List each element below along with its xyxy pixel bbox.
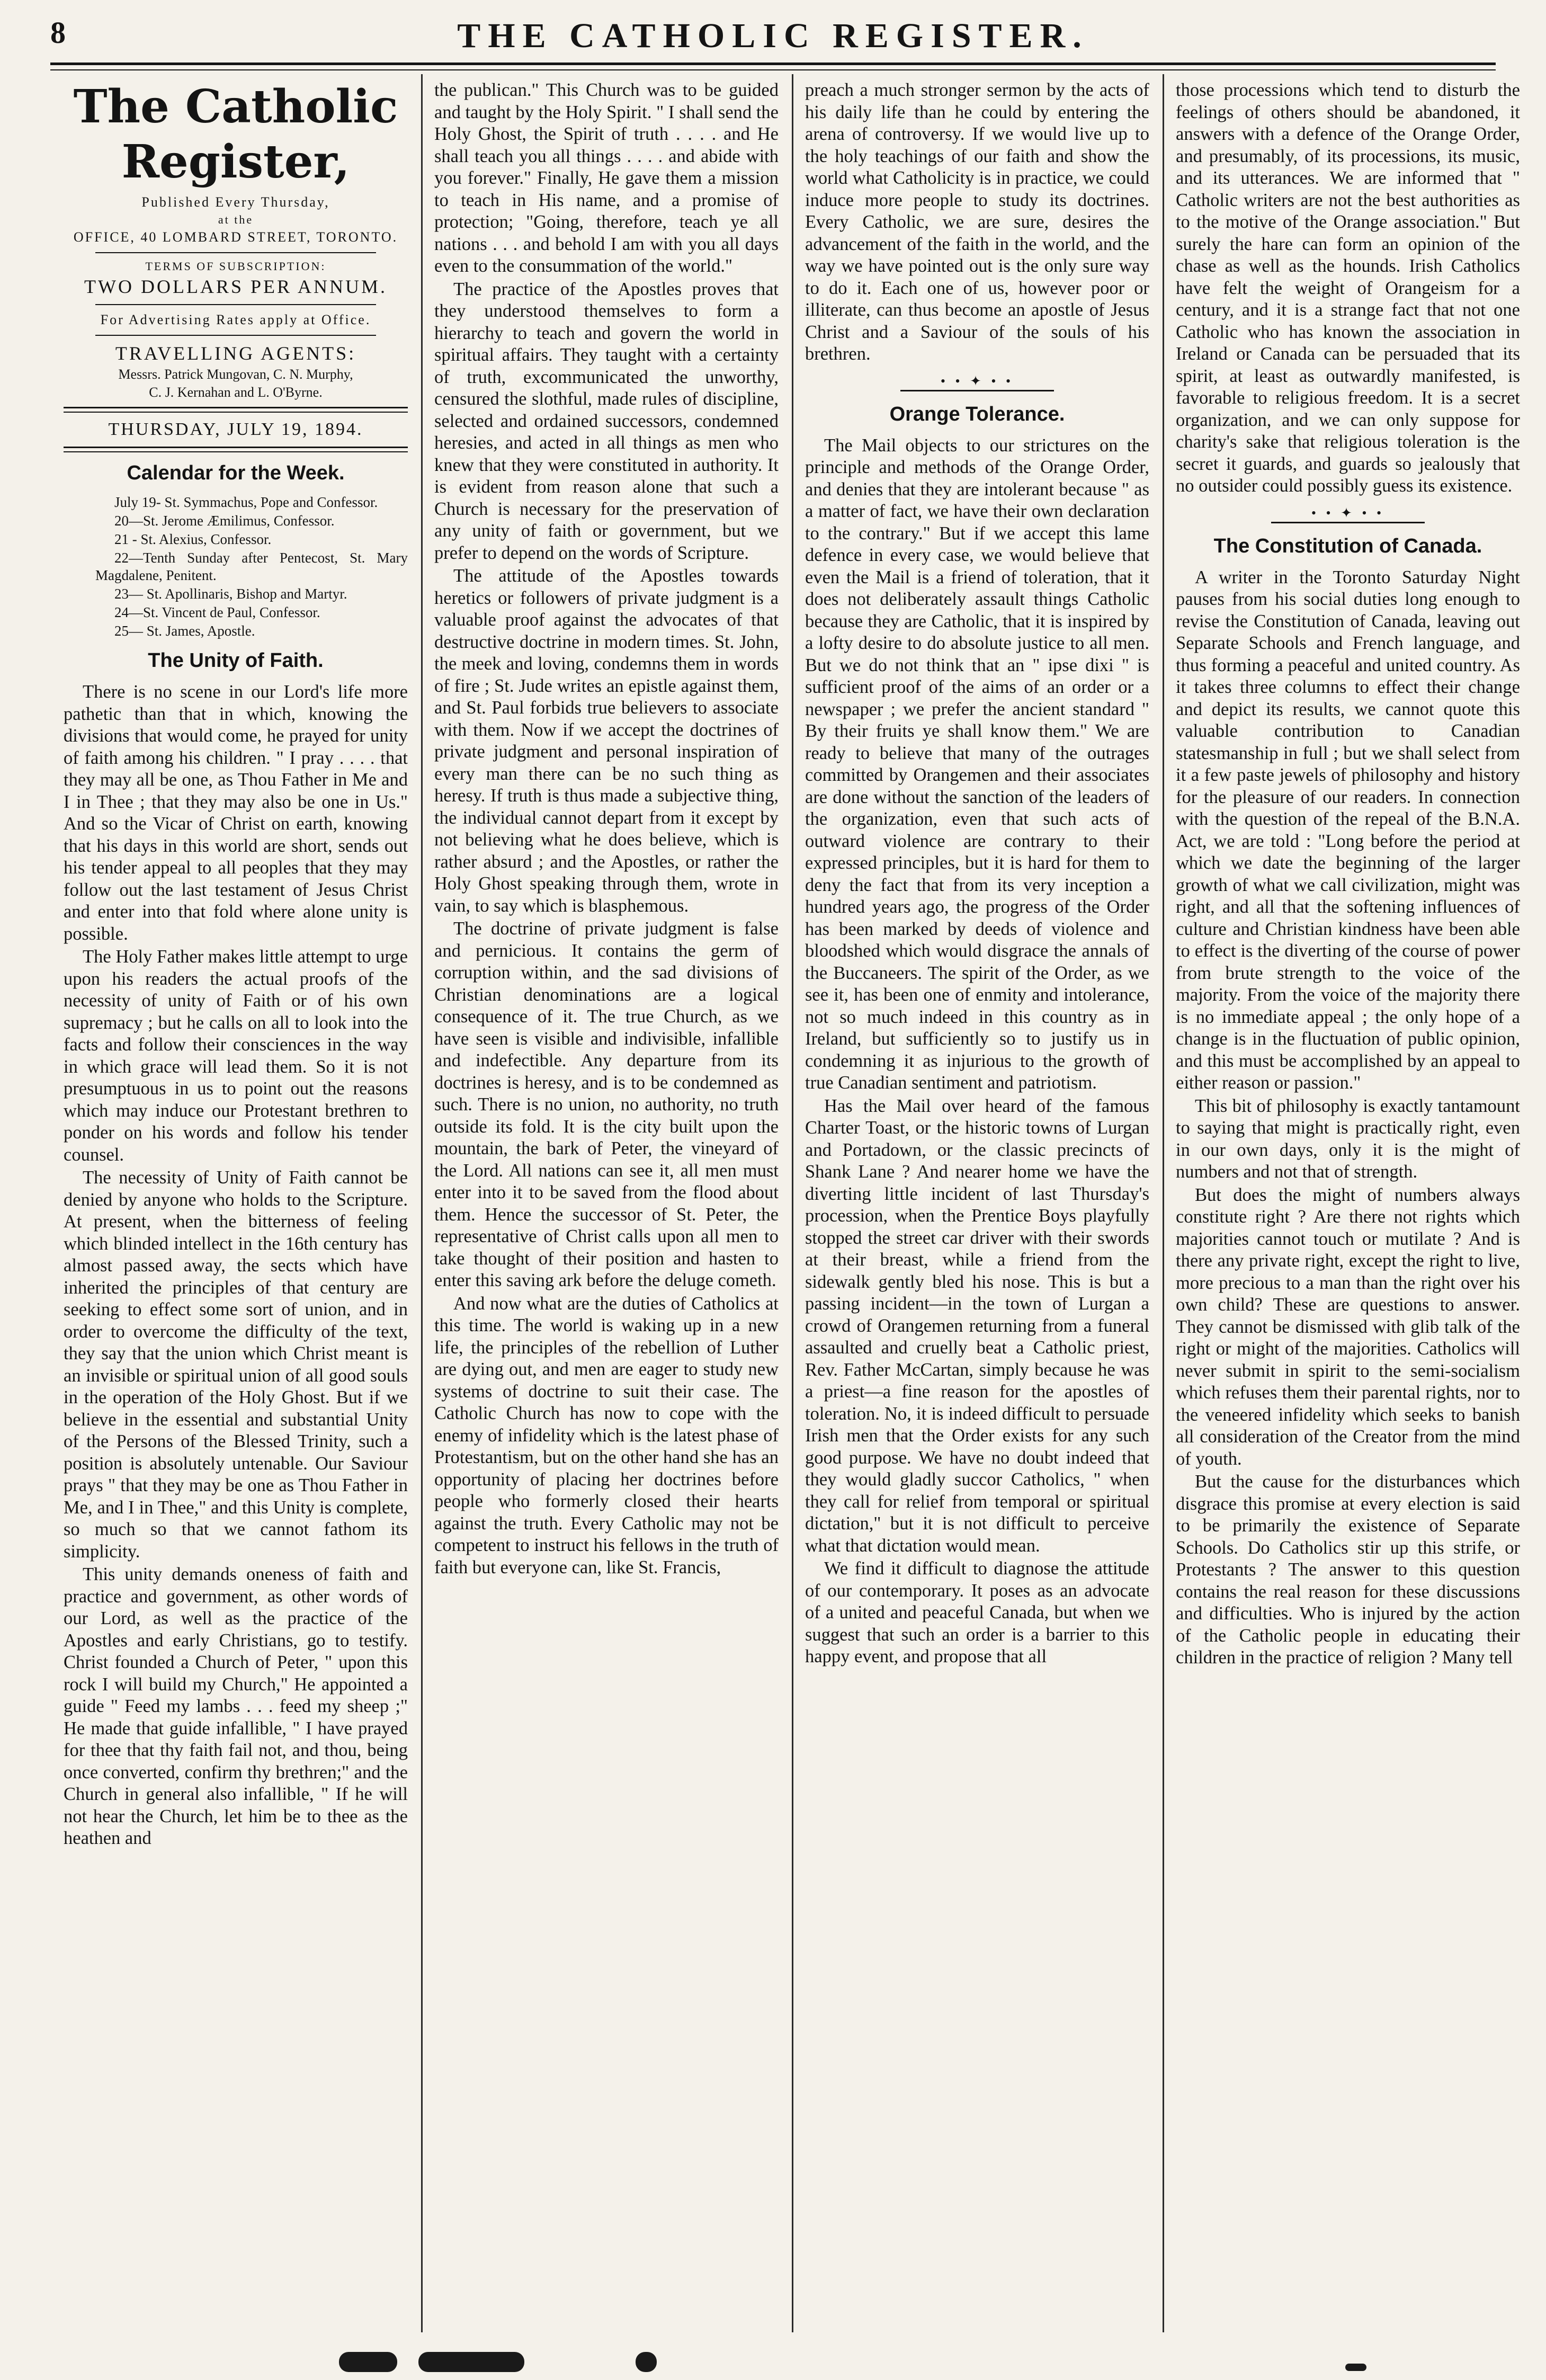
calendar-item: July 19- St. Symmachus, Pope and Confessor. — [114, 494, 378, 510]
article-paragraph: The doctrine of private judgment is false and pernicious. It contains the germ of corruption within, and the sad divisions of Christian denominations are a logical consequence of it. The true Church, as we have seen is visible and indivisible, infallible and indefectible. Any departure from its doctrines is heresy, and is to be condemned as such. There is no union, no authority, no truth outside its fold. It is the city built upon the mountain, the bark of Peter, the vineyard of the Lord. All nations can see it, all men must enter into it to be saved from the flood about them. Hence the successor of St. Peter, the representative of Christ calls upon all men to take thought of their position and hasten to enter this saving ark before the deluge cometh. — [434, 919, 779, 1290]
masthead-published: Published Every Thursday, — [141, 194, 330, 210]
section-ornament: • • ✦ • • — [940, 373, 1014, 389]
masthead-rule — [95, 304, 376, 305]
masthead-title: The Catholic Register, — [73, 80, 398, 189]
article-paragraph: A writer in the Toronto Saturday Night pauses from his social duties long enough to revise the Constitution of Canada, leaving out Separate Schools and French language, and thus forming a peaceful and united country. As it takes three columns to effect their change and depict its results, we cannot quote this valuable contribution to Canadian statesmanship in full ; but we shall select from it a few paste jewels of philosophy and history for the pleasure of our readers. In connection with the question of the repeal of the B.N.A. Act, we are told : "Long before the period at which we date the beginning of the larger growth of what we call civilization, might was right, and all that the softening influences of culture and Christian kindness have been able to effect is the diverting of the course of power from brute strength to the voice of the majority. From the voice of the majority there is no immediate appeal ; the only hope of a change is in the fluctuation of public opinion, and this must be accomplished by an appeal to either reason or passion." — [1176, 567, 1520, 1093]
issue-date: THURSDAY, JULY 19, 1894. — [108, 420, 363, 439]
article-paragraph: preach a much stronger sermon by the acts of his daily life than he could by entering the arena of controversy. If we would live up to the holy teachings of our faith and show the world what Catholicity is in practice, we could induce more people to study its doctrines. Every Catholic, we are sure, desires the advancement of the faith in the world, and the way we have pointed out is the only sure way to do it. Each one of us, however poor or illiterate, can thus become an apostle of Jesus Christ and a Saviour of the souls of his brethren. — [805, 80, 1149, 364]
print-mark — [636, 2352, 657, 2372]
column-rule — [792, 74, 793, 2332]
header-rule — [50, 63, 1496, 70]
terms-label: TERMS OF SUBSCRIPTION: — [145, 260, 326, 273]
calendar-item: 25— St. James, Apostle. — [114, 623, 255, 639]
masthead-rule — [95, 335, 376, 336]
masthead-rule — [95, 252, 376, 253]
section-rule — [900, 390, 1054, 391]
masthead-at-the: at the — [218, 213, 254, 226]
section-rule — [1271, 522, 1425, 523]
article-paragraph: And now what are the duties of Catholics at this time. The world is waking up in a new life, the principles of the rebellion of Luther are dying out, and men are eager to study new systems of doctrine to suit their case. The Catholic Church has now to cope with the enemy of infidelity which is the latest phase of Protestantism, but on the other hand she has an opportunity of placing her doctrines before people who formerly closed their hearts against the truth. Every Catholic may not be competent to instruct his fellows in the truth of faith but everyone can, like St. Francis, — [434, 1293, 779, 1577]
article-paragraph: The practice of the Apostles proves that they understood themselves to form a hierarchy to teach and govern the world in spiritual affairs. They taught with a certainty of truth, excommunicated the unworthy, censured the slothful, made rules of discipline, selected and ordained successors, condemned heresies, and acted in all things as men who knew that they were constituted in authority. It is evident from reason alone that such a Church is necessary for the preservation of any unity of faith or government, but we prefer to depend on the words of Scripture. — [434, 279, 779, 563]
article-paragraph: But does the might of numbers always constitute right ? Are there not rights which majorities cannot touch or mutilate ? And is there any private right, except the right to live, more precious to a man than the right over his own child? These are questions to answer. They cannot be dismissed with glib talk of the right or might of the majorities. Catholics will never submit in spirit to the semi-socialism which refuses them their parental rights, nor to the veneered infidelity which seeks to banish all consideration of the Creator from the mind of youth. — [1176, 1184, 1520, 1469]
advertising-note: For Advertising Rates apply at Office. — [100, 312, 371, 327]
agents-line: C. J. Kernahan and L. O'Byrne. — [149, 385, 323, 400]
calendar-item: 20—St. Jerome Æmilimus, Confessor. — [114, 513, 335, 529]
article-paragraph: those processions which tend to disturb the feelings of others should be abandoned, it answers with a defence of the Orange Order, and presumably, of its processions, its music, and its utterances. We are informed that " Catholic writers are not the best authorities as to the motive of the Orange association." But surely the hare can form an opinion of the chase as well as the hounds. Irish Catholics have felt the weight of Orangeism for a century, and it is a strange fact that not one Catholic who has known the association in Ireland or Canada can be persuaded that its spirit, at least as outwardly manifested, is favorable to religious freedom. It is a secret organization, and we can only suppose for charity's sake that religious toleration is the secret it guards, and guards so jealously that no outsider could possibly guess its existence. — [1176, 80, 1520, 496]
article-paragraph: This bit of philosophy is exactly tantamount to saying that might is practically right, even in our own days, only it is the might of numbers and not that of strength. — [1176, 1095, 1520, 1182]
calendar-item: 23— St. Apollinaris, Bishop and Martyr. — [114, 586, 347, 602]
article-heading-unity: The Unity of Faith. — [148, 649, 324, 672]
masthead-rule — [64, 447, 408, 452]
calendar-heading: Calendar for the Week. — [127, 462, 345, 484]
calendar-item: 22—Tenth Sunday after Pentecost, St. Mary Magdalene, Penitent. — [95, 550, 408, 583]
article-paragraph: There is no scene in our Lord's life more pathetic than that in which, knowing the divisions that would come, he prayed for unity of faith among his children. " I pray . . . . that they may all be one, as Thou Father in Me and I in Thee ; that they may also be one in Us." And so the Vicar of Christ on earth, knowing that his days in this world are short, sends out his tender appeal to all peoples that they may follow out the last testament of Jesus Christ and enter into that fold where alone unity is possible. — [64, 682, 408, 944]
masthead-rule — [64, 407, 408, 413]
agents-label: TRAVELLING AGENTS: — [115, 343, 356, 364]
article-paragraph: We find it difficult to diagnose the attitude of our contemporary. It poses as an advocate of a united and peaceful Canada, but when we suggest that such an order is a barrier to this happy event, and propose that all — [805, 1558, 1149, 1666]
terms-value: TWO DOLLARS PER ANNUM. — [84, 276, 387, 297]
masthead-office: OFFICE, 40 LOMBARD STREET, TORONTO. — [73, 229, 398, 245]
print-mark — [1345, 2364, 1366, 2371]
bottom-strip — [0, 2344, 1546, 2380]
section-ornament: • • ✦ • • — [1311, 505, 1385, 521]
article-paragraph: The necessity of Unity of Faith cannot be denied by anyone who holds to the Scripture. At present, when the bitterness of feeling which blinded intellect in the 16th century has almost passed away, the sects which have inherited the principles of that century are seeking to effect some sort of union, and in order to overcome the difficulty of the text, they say that the union which Christ meant is an invisible or spiritual union of all good souls in the operation of the Holy Ghost. But if we believe in the essential and substantial Unity of the Persons of the Blessed Trinity, such a position is absolutely untenable. Our Saviour prays " that they may be one as Thou Father in Me, and I in Thee," and this Unity is complete, so much so that we cannot fathom its simplicity. — [64, 1167, 408, 1562]
article-paragraph: The Mail objects to our strictures on the principle and methods of the Orange Order, and denies that they are intolerant because " as a matter of fact, we have their own declaration to the contrary." But if we accept this lame defence in every case, we would believe that even the Mail is a friend of toleration, that it does not deliberately assault things Catholic because they are Catholic, that it is inspired by a lofty desire to do absolute justice to all men. But we do not think that an " ipse dixi " is sufficient proof of the aims of an order or a newspaper ; we prefer the ancient standard " By their fruits ye shall know them." We are ready to believe that many of the outrages committed by Orangemen and their associates are done without the sanction of the leaders of the organization, even that such acts of outward violence are contrary to their expressed principles, but it is hard for them to deny the fact that from its very inception a hundred years ago, the progress of the Order has been marked by deeds of violence and bloodshed which would disgrace the annals of the Buccaneers. The spirit of the Order, as we see it, has been one of enmity and intolerance, not so much indeed in this country as in Ireland, but sufficiently so to justify us in condemning it as injurious to the growth of true Canadian sentiment and patriotism. — [805, 435, 1149, 1093]
article-paragraph: The attitude of the Apostles towards heretics or followers of private judgment is a valuable proof against the advocates of that destructive doctrine in modern times. St. John, the meek and loving, condemns them in words of fire ; St. Jude writes an epistle against them, and St. Paul forbids true believers to associate with them. Now if we accept the doctrines of private judgment and personal inspiration of every man there can be no such thing as heresy. If truth is thus made a subjective thing, the individual cannot depart from it except by not believing what he does believe, which is rather absurd ; and the Apostles, or rather the Holy Ghost speaking through them, wrote in vain, to say which is blasphemous. — [434, 566, 779, 916]
column-4 — [1176, 79, 1520, 2332]
column-rule — [421, 74, 423, 2332]
column-3 — [805, 79, 1149, 2332]
calendar-item: 21 - St. Alexius, Confessor. — [114, 531, 272, 547]
article-heading-orange: Orange Tolerance. — [889, 403, 1065, 425]
column-2 — [434, 79, 779, 2332]
print-mark — [418, 2352, 524, 2372]
column-1 — [64, 79, 408, 2332]
article-heading-constitution: The Constitution of Canada. — [1213, 534, 1482, 557]
article-paragraph: This unity demands oneness of faith and practice and government, as other words of our Lord, as well as the practice of the Apostles and early Christians, go to testify. Christ founded a Church of Peter, " upon this rock I will build my Church," He appointed a guide " Feed my lambs . . . feed my sheep ;" He made that guide infallible, " I have prayed for thee that thy faith fail not, and thou, being once converted, confirm thy brethren;" and the Church in general also infallible, " If he will not hear the Church, let him be to thee as the heathen and — [64, 1564, 408, 1848]
article-paragraph: But the cause for the disturbances which disgrace this promise at every election is said to be primarily the existence of Separate Schools. Do Catholics stir up this strife, or Protestants ? The answer to this question contains the real reason for these discussions and difficulties. Who is injured by the action of the Catholic people in educating their children in the practice of religion ? Many tell — [1176, 1472, 1520, 1668]
print-mark — [339, 2352, 397, 2372]
column-rule — [1163, 74, 1164, 2332]
running-title: THE CATHOLIC REGISTER. — [457, 16, 1089, 55]
article-paragraph: The Holy Father makes little attempt to urge upon his readers the actual proofs of the necessity of unity of Faith or of his own supremacy ; but he calls on all to look into the facts and follow their consciences in the way in which grace will lead them. So it is not presumptuous in us to point out the reasons which may induce our Protestant brethren to ponder on his words and follow his tender counsel. — [64, 947, 408, 1165]
article-paragraph: Has the Mail over heard of the famous Charter Toast, or the historic towns of Lurgan and Portadown, or the classic precincts of Shank Lane ? And nearer home we have the diverting little incident of last Thursday's procession, when the Prentice Boys playfully stopped the street car driver with their swords at their breast, while a friend from the sidewalk gently bled his nose. This is but a passing incident—in the town of Lurgan a crowd of Orangemen returning from a funeral assaulted and cruelly beat a Catholic priest, Rev. Father McCartan, simply because he was a priest—a fine reason for the apostles of toleration. No, it is indeed difficult to persuade Irish men that the Order exists for any such good purpose. We have no doubt indeed that they would gladly succor Catholics, " when they call for relief from temporal or spiritual dictation," but it is not difficult to perceive what that dictation would mean. — [805, 1095, 1149, 1556]
calendar-item: 24—St. Vincent de Paul, Confessor. — [114, 604, 320, 620]
page-number: 8 — [50, 15, 66, 50]
agents-line: Messrs. Patrick Mungovan, C. N. Murphy, — [118, 367, 353, 382]
article-paragraph: the publican." This Church was to be guided and taught by the Holy Spirit. " I shall send the Holy Ghost, the Spirit of truth . . . . and He shall teach you all things . . . . and abide with you forever." Finally, He gave them a mission to teach in His name, and a promise of protection; "Going, therefore, teach ye all nations . . . and behold I am with you all days even to the consummation of the world." — [434, 80, 779, 276]
